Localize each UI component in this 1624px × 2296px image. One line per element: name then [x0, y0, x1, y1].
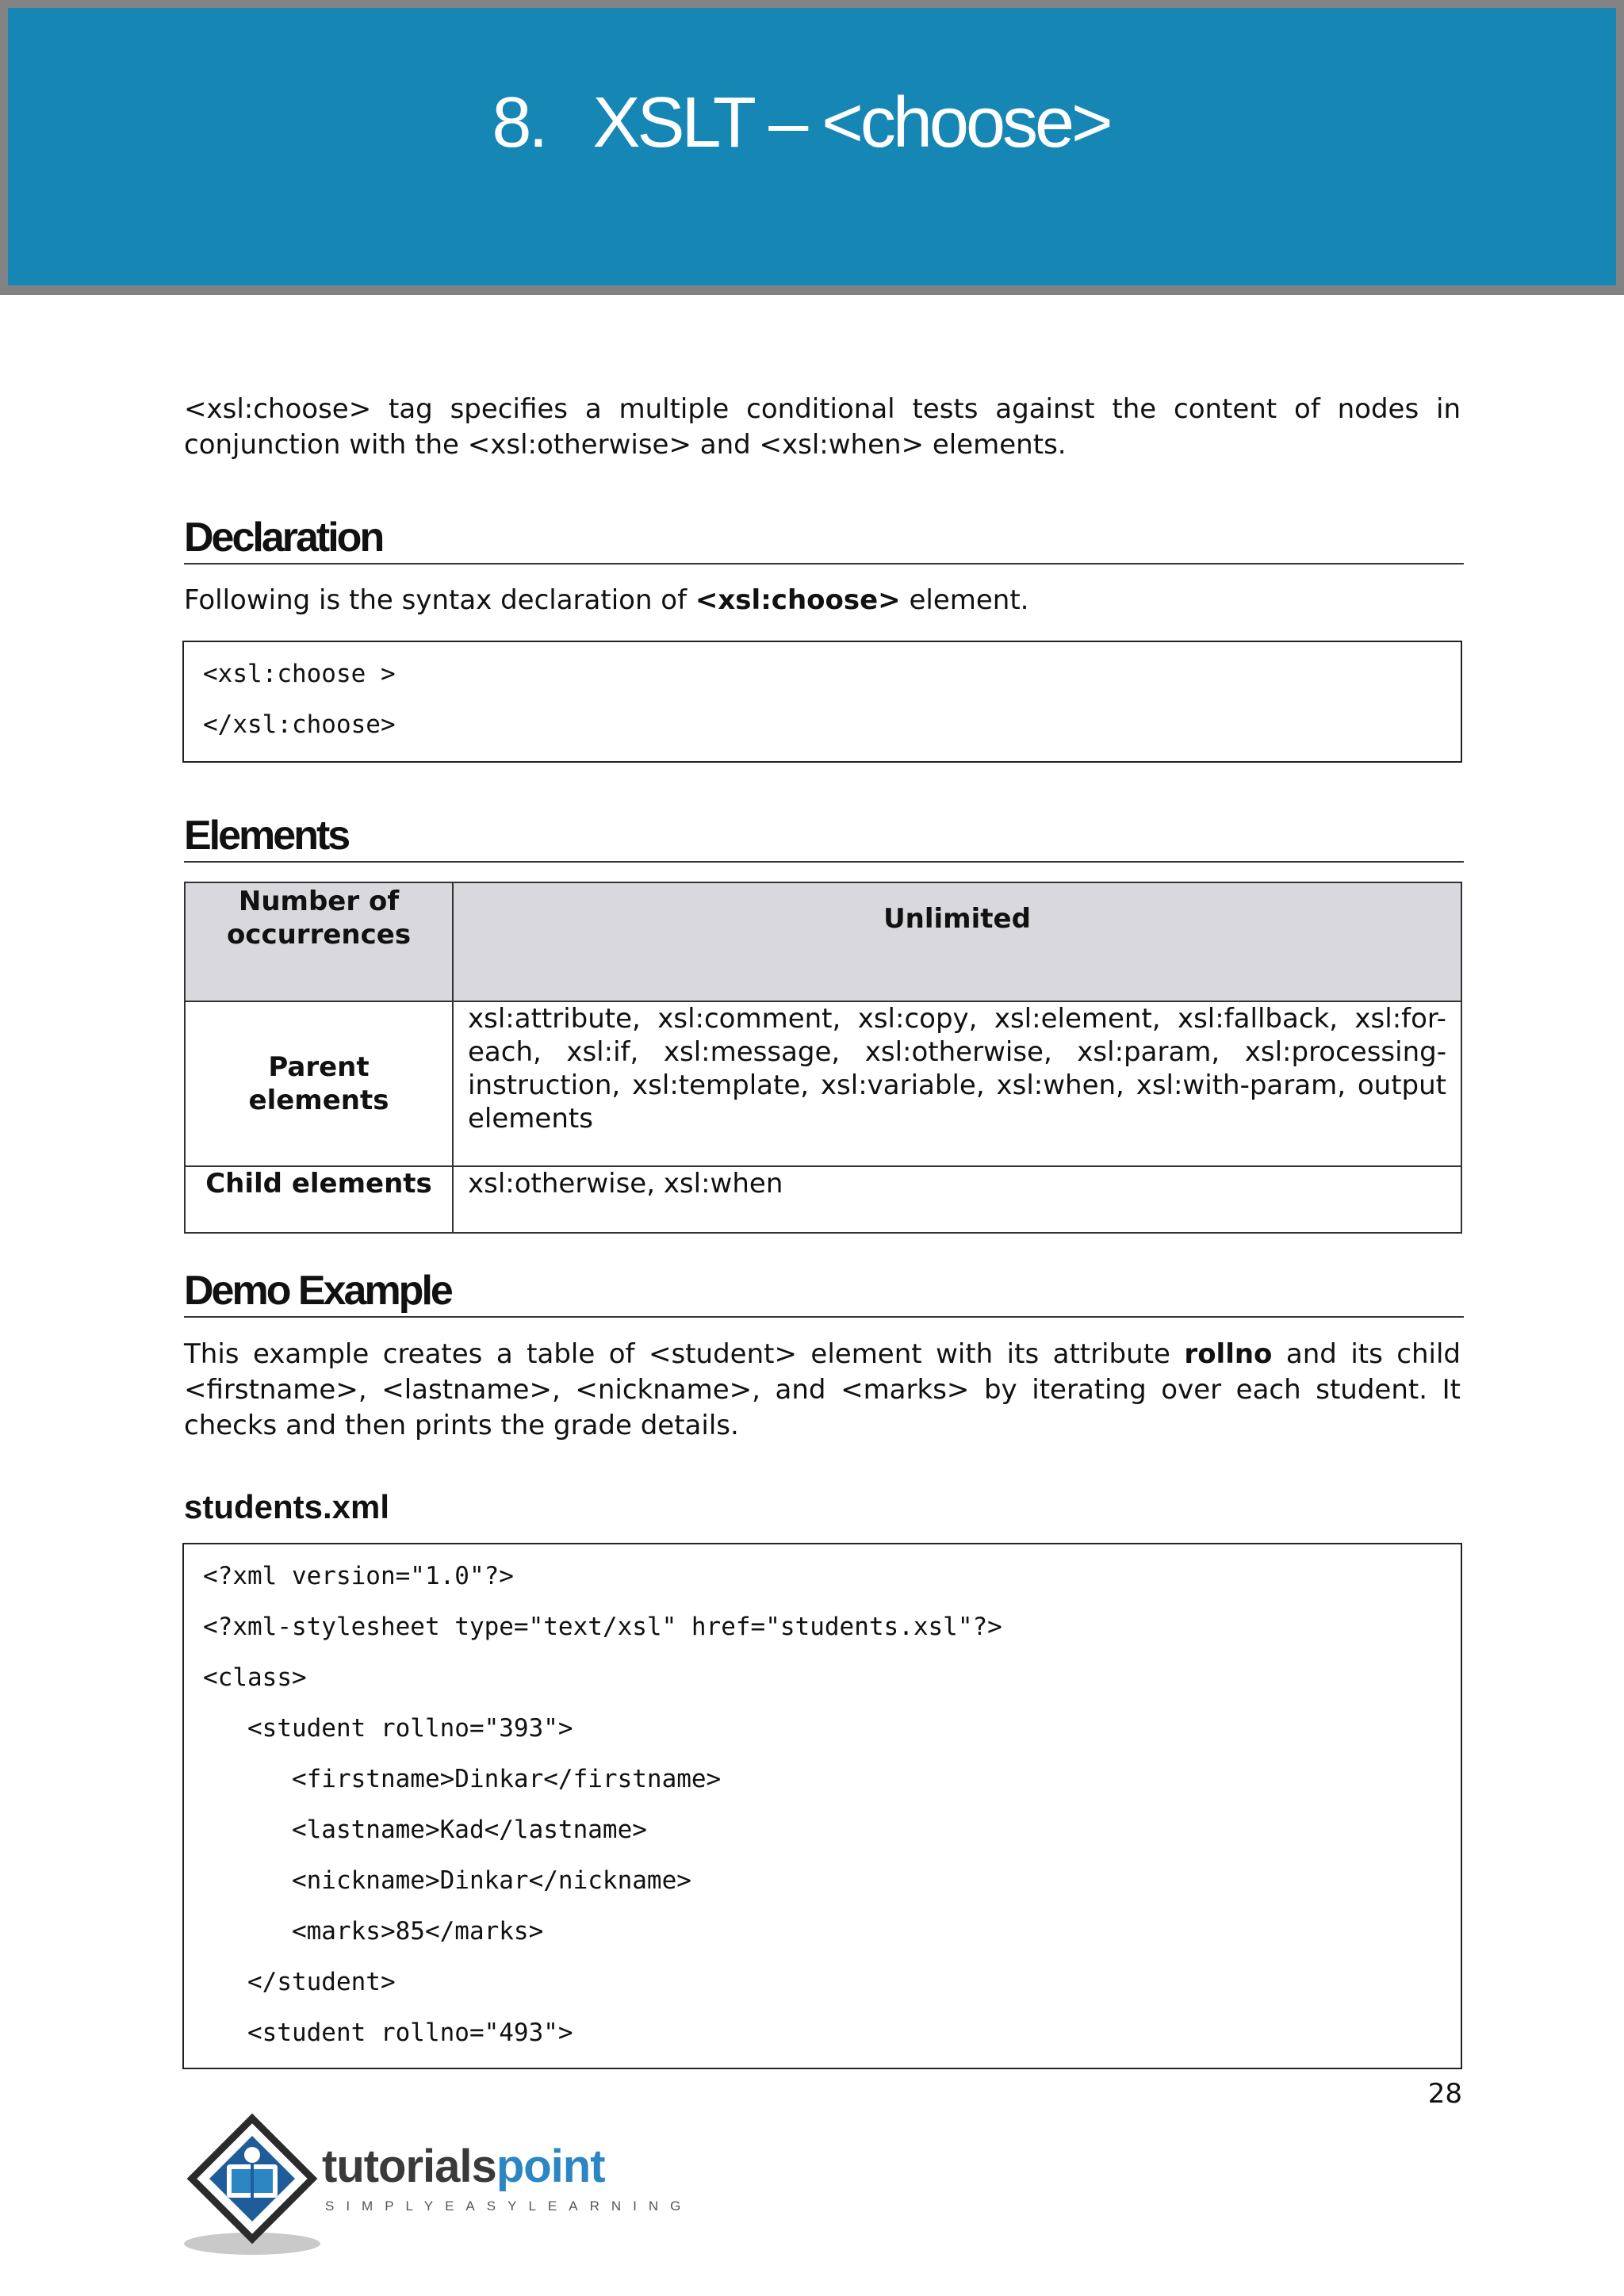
chapter-banner-fill — [8, 8, 1616, 285]
table-row — [185, 882, 1461, 1001]
demo-line-1-a: This example creates a table of <student> element with its attribute — [184, 1338, 1185, 1370]
code-line: </student> — [203, 1968, 396, 1996]
table-cell-value: xsl:otherwise, xsl:when — [453, 1166, 1461, 1233]
chapter-title — [8, 83, 1594, 163]
declaration-heading: Declaration — [184, 517, 1464, 564]
demo-paragraph — [184, 1337, 1461, 1444]
file-heading: students.xml — [184, 1488, 390, 1525]
code-line: <xsl:choose > — [203, 660, 396, 688]
students-xml-code-box — [182, 1543, 1462, 2069]
code-line: <marks>85</marks> — [203, 1917, 544, 1946]
code-line: </xsl:choose> — [203, 710, 396, 739]
elements-table — [184, 882, 1462, 1234]
table-row — [185, 1001, 1461, 1166]
table-cell-value: xsl:attribute, xsl:comment, xsl:copy, xsl:element, xsl:fallback, xsl:for-each, xsl:if, xsl:message, xsl:otherwise, xsl:param, xsl:processing-instruction, xsl:template, xsl:variable, xsl:when, xsl:with-param, output elements — [453, 1001, 1461, 1166]
table-row — [185, 1166, 1461, 1233]
demo-line-1-bold: rollno — [1184, 1338, 1273, 1370]
table-cell-label: Number of occurrences — [185, 882, 453, 1001]
code-line: <?xml version="1.0"?> — [203, 1562, 514, 1590]
logo-word-b: point — [496, 2141, 605, 2192]
demo-heading: Demo Example — [184, 1270, 1464, 1318]
chapter-banner — [0, 0, 1624, 295]
declaration-text — [184, 583, 1461, 618]
demo-line-1 — [184, 1337, 1461, 1372]
table-cell-label: Parent elements — [185, 1001, 453, 1166]
intro-line-2: conjunction with the <xsl:otherwise> and <xsl:when> elements. — [184, 429, 1067, 461]
logo-emblem-icon — [181, 2112, 324, 2260]
logo-word-a: tutorials — [322, 2141, 496, 2192]
code-line: <class> — [203, 1663, 307, 1692]
logo-tagline: SIMPLYEASYLEARNING — [325, 2198, 693, 2214]
chapter-number: 8. — [492, 83, 546, 163]
chapter-title-text: XSLT – <choose> — [592, 83, 1110, 163]
demo-line-3: checks and then prints the grade details. — [184, 1410, 739, 1441]
tutorialspoint-logo — [181, 2112, 693, 2260]
declaration-code-box — [182, 641, 1462, 763]
page-number: 28 — [1427, 2078, 1462, 2110]
declaration-text-after: element. — [900, 584, 1029, 616]
demo-line-2: <firstname>, <lastname>, <nickname>, and <marks> by iterating over each student. It — [184, 1374, 1461, 1406]
logo-wordmark — [322, 2141, 605, 2192]
elements-heading: Elements — [184, 815, 1464, 863]
demo-line-1-b: and its child — [1272, 1338, 1461, 1370]
code-line: <lastname>Kad</lastname> — [203, 1816, 647, 1844]
table-cell-value: Unlimited — [453, 882, 1461, 1001]
code-line: <nickname>Dinkar</nickname> — [203, 1866, 691, 1895]
code-line: <?xml-stylesheet type="text/xsl" href="students.xsl"?> — [203, 1613, 1002, 1641]
declaration-text-before: Following is the syntax declaration of — [184, 584, 695, 616]
intro-paragraph — [184, 392, 1461, 463]
declaration-text-bold: <xsl:choose> — [695, 584, 901, 616]
code-line: <student rollno="493"> — [203, 2019, 573, 2047]
code-line: <firstname>Dinkar</firstname> — [203, 1765, 722, 1793]
intro-line-1: <xsl:choose> tag specifies a multiple conditional tests against the content of nodes in — [184, 393, 1461, 425]
code-line: <student rollno="393"> — [203, 1714, 573, 1743]
table-cell-label: Child elements — [185, 1166, 453, 1233]
